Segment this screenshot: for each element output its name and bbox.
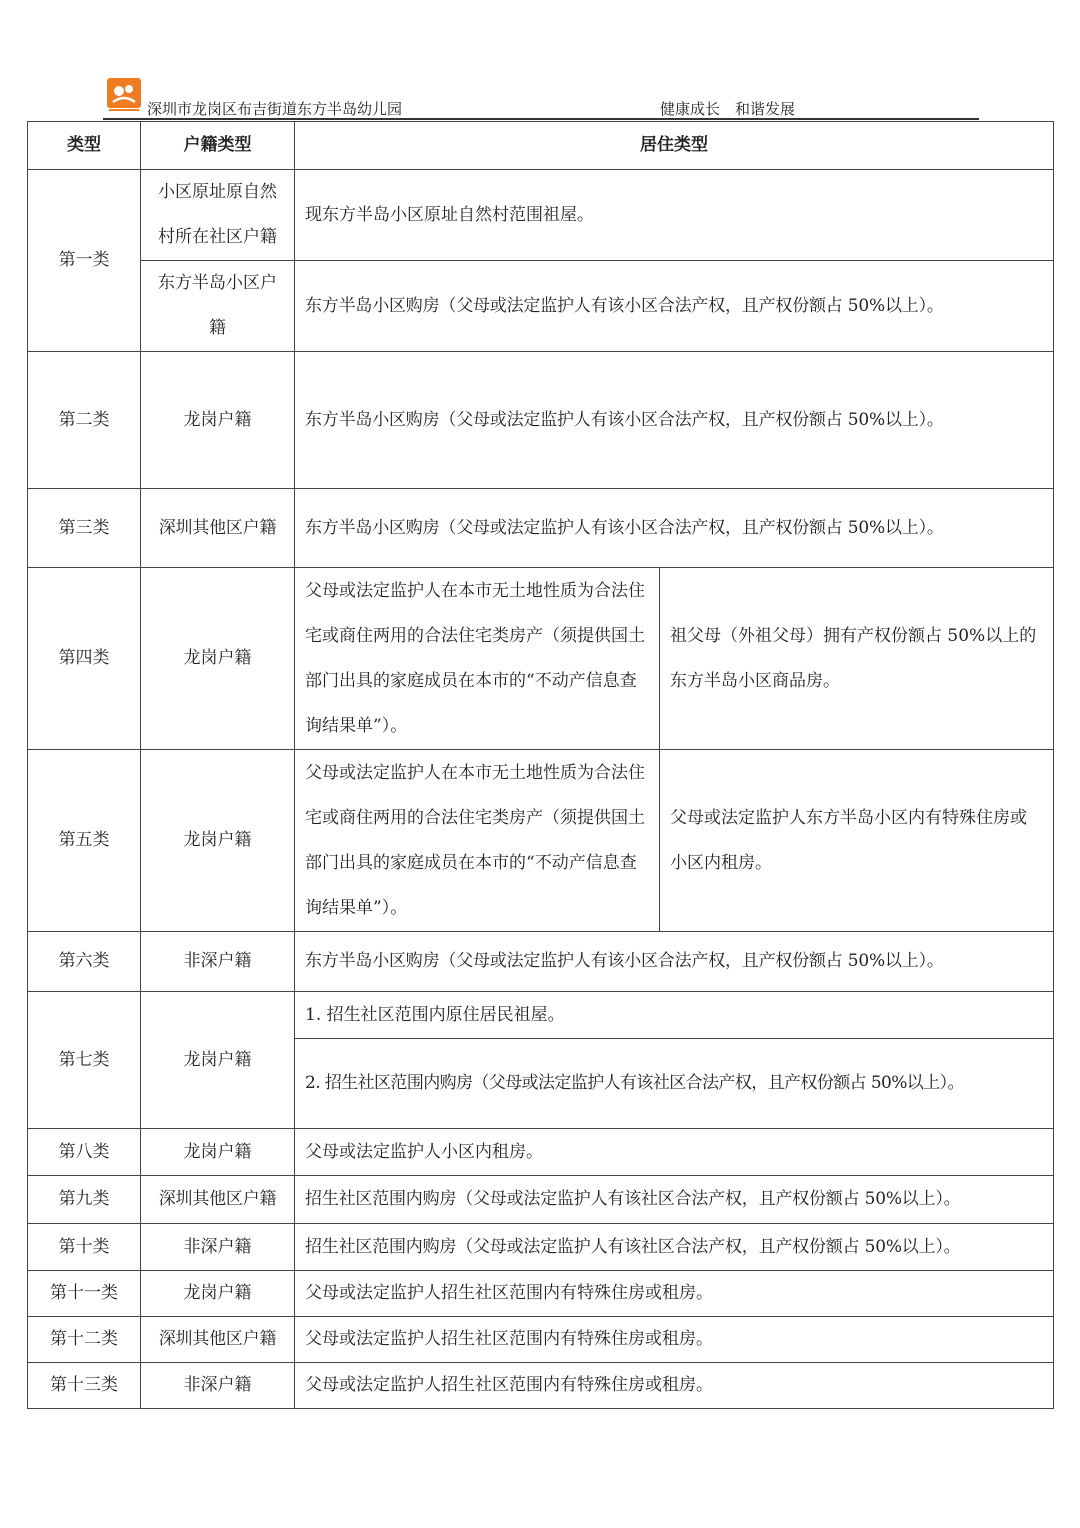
- table-row: [28, 1224, 1054, 1271]
- huji-cell: 深圳其他区户籍: [141, 489, 295, 568]
- residence-cell-right: 父母或法定监护人东方半岛小区内有特殊住房或小区内租房。: [660, 750, 1054, 932]
- huji-cell: 龙岗户籍: [141, 568, 295, 750]
- residence-cell: 东方半岛小区购房（父母或法定监护人有该小区合法产权，且产权份额占 50%以上）。: [295, 261, 1054, 352]
- header-huji: 户籍类型: [141, 122, 295, 170]
- residence-cell-right: 祖父母（外祖父母）拥有产权份额占 50%以上的东方半岛小区商品房。: [660, 568, 1054, 750]
- residence-cell: 父母或法定监护人招生社区范围内有特殊住房或租房。: [295, 1271, 1054, 1317]
- residence-cell: 招生社区范围内购房（父母或法定监护人有该社区合法产权，且产权份额占 50%以上）。: [295, 1176, 1054, 1224]
- huji-cell: 龙岗户籍: [141, 352, 295, 489]
- huji-cell: 深圳其他区户籍: [141, 1317, 295, 1363]
- table-row: [28, 261, 1054, 352]
- residence-cell: 父母或法定监护人小区内租房。: [295, 1129, 1054, 1176]
- huji-cell: 龙岗户籍: [141, 992, 295, 1129]
- header-type: 类型: [28, 122, 141, 170]
- table-row: [28, 1317, 1054, 1363]
- table-row: [28, 170, 1054, 261]
- category-cell: 第四类: [28, 568, 141, 750]
- table-row: [28, 1176, 1054, 1224]
- table-row: [28, 568, 1054, 750]
- huji-cell: 龙岗户籍: [141, 750, 295, 932]
- slogan: 健康成长 和谐发展: [660, 100, 796, 118]
- category-cell: 第七类: [28, 992, 141, 1129]
- category-cell: 第一类: [28, 170, 141, 352]
- table-row: [28, 1363, 1054, 1409]
- residence-cell: 父母或法定监护人招生社区范围内有特殊住房或租房。: [295, 1363, 1054, 1409]
- table-row: [28, 489, 1054, 568]
- table-row: [28, 932, 1054, 992]
- table-header-row: [28, 122, 1054, 170]
- category-cell: 第十类: [28, 1224, 141, 1271]
- category-cell: 第二类: [28, 352, 141, 489]
- table-row: [28, 352, 1054, 489]
- page-header: [103, 78, 979, 120]
- residence-cell: 东方半岛小区购房（父母或法定监护人有该小区合法产权，且产权份额占 50%以上）。: [295, 352, 1054, 489]
- huji-cell: 深圳其他区户籍: [141, 1176, 295, 1224]
- residence-cell: 现东方半岛小区原址自然村范围祖屋。: [295, 170, 1054, 261]
- huji-cell: 小区原址原自然村所在社区户籍: [141, 170, 295, 261]
- kindergarten-logo-icon: [107, 78, 141, 112]
- header-divider: [103, 118, 979, 120]
- huji-cell: 龙岗户籍: [141, 1129, 295, 1176]
- table-row: [28, 750, 1054, 932]
- residence-cell: 2. 招生社区范围内购房（父母或法定监护人有该社区合法产权，且产权份额占 50%以上）。: [295, 1039, 1054, 1129]
- residence-cell: 1. 招生社区范围内原住居民祖屋。: [295, 992, 1054, 1039]
- huji-cell: 非深户籍: [141, 932, 295, 992]
- category-cell: 第八类: [28, 1129, 141, 1176]
- huji-cell: 非深户籍: [141, 1363, 295, 1409]
- residence-cell: 父母或法定监护人招生社区范围内有特殊住房或租房。: [295, 1317, 1054, 1363]
- residence-cell-left: 父母或法定监护人在本市无土地性质为合法住宅或商住两用的合法住宅类房产（须提供国土部门出具的家庭成员在本市的“不动产信息查询结果单”）。: [295, 568, 660, 750]
- huji-cell: 龙岗户籍: [141, 1271, 295, 1317]
- category-cell: 第十一类: [28, 1271, 141, 1317]
- residence-cell: 东方半岛小区购房（父母或法定监护人有该小区合法产权，且产权份额占 50%以上）。: [295, 932, 1054, 992]
- category-cell: 第十二类: [28, 1317, 141, 1363]
- residence-cell: 东方半岛小区购房（父母或法定监护人有该小区合法产权，且产权份额占 50%以上）。: [295, 489, 1054, 568]
- school-name: 深圳市龙岗区布吉街道东方半岛幼儿园: [147, 100, 403, 118]
- huji-cell: 非深户籍: [141, 1224, 295, 1271]
- category-cell: 第六类: [28, 932, 141, 992]
- huji-cell: 东方半岛小区户籍: [141, 261, 295, 352]
- residence-cell-left: 父母或法定监护人在本市无土地性质为合法住宅或商住两用的合法住宅类房产（须提供国土部门出具的家庭成员在本市的“不动产信息查询结果单”）。: [295, 750, 660, 932]
- table-row: [28, 1271, 1054, 1317]
- category-cell: 第九类: [28, 1176, 141, 1224]
- category-cell: 第十三类: [28, 1363, 141, 1409]
- category-cell: 第五类: [28, 750, 141, 932]
- table-row: [28, 1129, 1054, 1176]
- table-row: [28, 992, 1054, 1039]
- residence-cell: 招生社区范围内购房（父母或法定监护人有该社区合法产权，且产权份额占 50%以上）。: [295, 1224, 1054, 1271]
- admission-category-table: [27, 121, 1054, 1409]
- category-cell: 第三类: [28, 489, 141, 568]
- header-residence: 居住类型: [295, 122, 1054, 170]
